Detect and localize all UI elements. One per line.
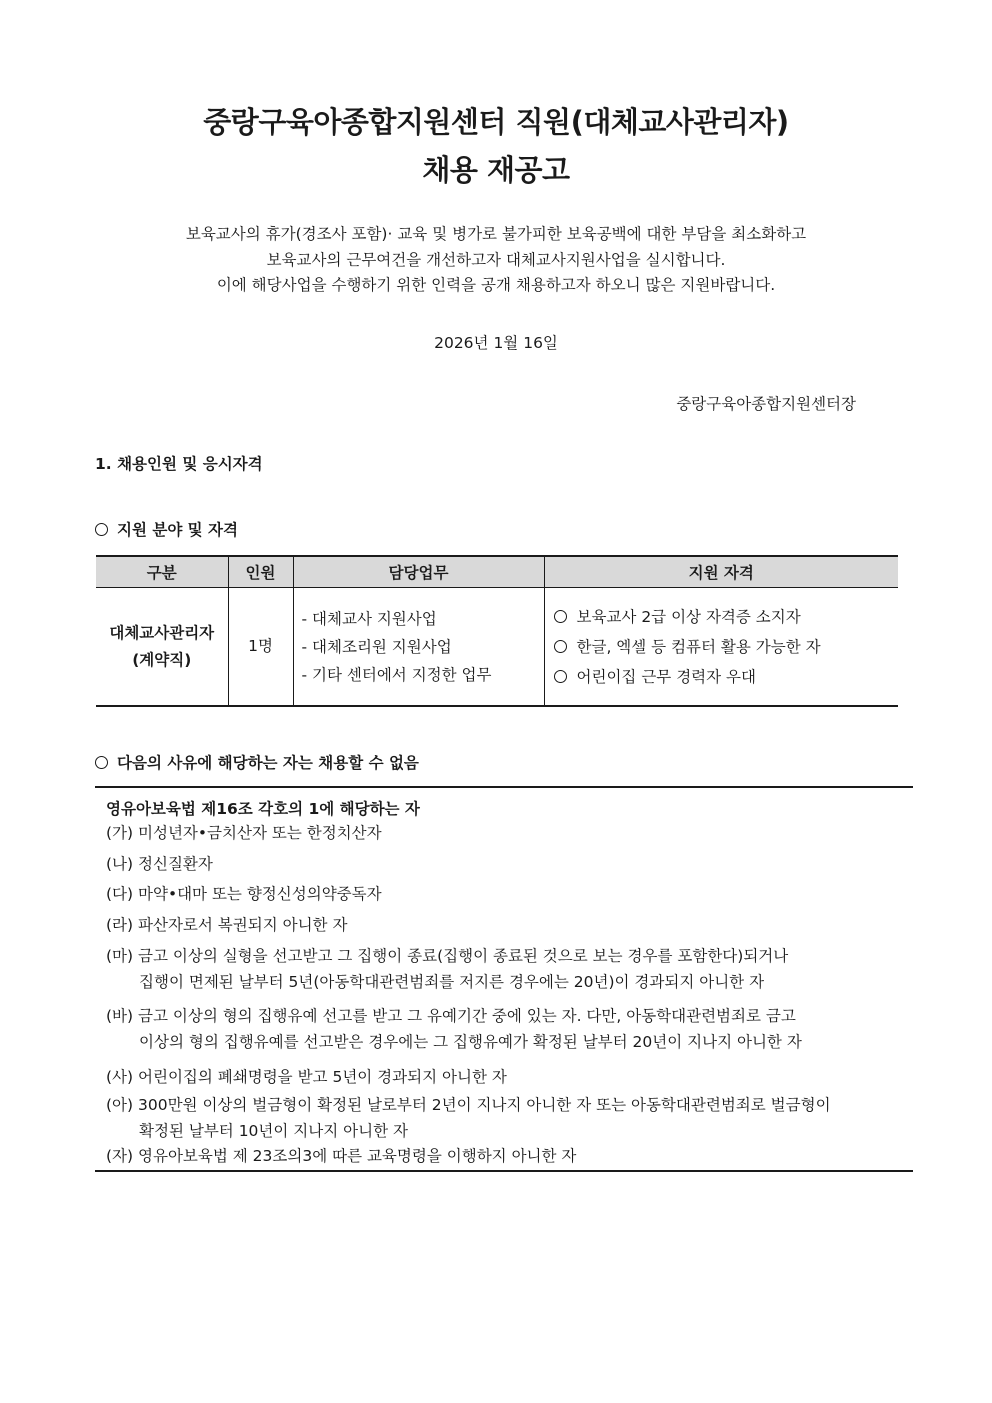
section-heading: 1. 채용인원 및 응시자격 xyxy=(95,455,263,473)
qualification-item xyxy=(554,662,899,692)
item-continuation: 확정된 날부터 10년이 지나지 아니한 자 xyxy=(139,1122,408,1140)
item-continuation: 이상의 형의 집행유예를 선고받은 경우에는 그 집행유예가 확정된 날부터 20년이 지나지 아니한 자 xyxy=(139,1033,802,1051)
item-text: (다) 마약•대마 또는 향정신성의약중독자 xyxy=(106,885,382,903)
intro-line: 보육교사의 휴가(경조사 포함)· 교육 및 병가로 불가피한 보육공백에 대한 부담을 최소화하고 xyxy=(185,225,807,243)
circle-bullet-icon xyxy=(95,523,108,536)
circle-bullet-icon xyxy=(95,756,108,769)
item-text: (자) 영유아보육법 제 23조의3에 따른 교육명령을 이행하지 아니한 자 xyxy=(106,1147,577,1165)
law-title: 영유아보육법 제16조 각호의 1에 해당하는 자 xyxy=(106,800,420,818)
item-text: (바) 금고 이상의 형의 집행유예 선고를 받고 그 유예기간 중에 있는 자. 다만, 아동학대관련범죄로 금고 xyxy=(106,1007,796,1025)
header-qualifications: 지원 자격 xyxy=(544,556,898,588)
disqualification-box xyxy=(95,786,913,1172)
qualifications-list xyxy=(545,602,899,692)
qualifications-cell xyxy=(544,588,898,707)
list-item xyxy=(106,943,788,995)
qualification-text: 어린이집 근무 경력자 우대 xyxy=(576,667,756,686)
duties-list xyxy=(294,605,544,689)
item-text: (나) 정신질환자 xyxy=(106,855,213,873)
subsection-heading xyxy=(95,518,238,540)
qualification-text: 한글, 엑셀 등 컴퓨터 활용 가능한 자 xyxy=(576,637,821,656)
item-text: (아) 300만원 이상의 벌금형이 확정된 날로부터 2년이 지나지 아니한 자 또는 아동학대관련범죄로 벌금형이 xyxy=(106,1096,831,1114)
position-name: 대체교사관리자 xyxy=(109,623,215,642)
header-headcount: 인원 xyxy=(228,556,293,588)
table-header-row xyxy=(96,556,898,588)
issuer: 중랑구육아종합지원센터장 xyxy=(676,395,856,413)
intro-line: 이에 해당사업을 수행하기 위한 인력을 공개 채용하고자 하오니 많은 지원바랍니다. xyxy=(216,276,776,294)
list-item xyxy=(106,1003,802,1055)
list-item xyxy=(106,881,382,907)
list-item xyxy=(106,851,213,877)
duties-cell xyxy=(293,588,544,707)
document-subtitle: 채용 재공고 xyxy=(422,153,570,187)
list-item xyxy=(106,1064,507,1090)
disqualification-heading xyxy=(95,751,419,773)
item-text: (가) 미성년자•금치산자 또는 한정치산자 xyxy=(106,824,382,842)
list-item xyxy=(106,912,347,938)
qualification-item xyxy=(554,602,899,632)
qualification-text: 보육교사 2급 이상 자격증 소지자 xyxy=(576,607,801,626)
disqualification-heading-text: 다음의 사유에 해당하는 자는 채용할 수 없음 xyxy=(117,754,419,772)
circle-bullet-icon xyxy=(554,670,567,683)
table-row xyxy=(96,588,898,707)
duty-item: - 기타 센터에서 지정한 업무 xyxy=(301,665,492,684)
item-text: (마) 금고 이상의 실형을 선고받고 그 집행이 종료(집행이 종료된 것으로 보는 경우를 포함한다)되거나 xyxy=(106,947,789,965)
item-text: (사) 어린이집의 폐쇄명령을 받고 5년이 경과되지 아니한 자 xyxy=(106,1068,507,1086)
intro-line: 보육교사의 근무여건을 개선하고자 대체교사지원사업을 실시합니다. xyxy=(266,250,726,269)
item-continuation: 집행이 면제된 날부터 5년(아동학대관련범죄를 저지른 경우에는 20년)이 경과되지 아니한 자 xyxy=(139,973,765,991)
circle-bullet-icon xyxy=(554,640,567,653)
document-title: 중랑구육아종합지원센터 직원(대체교사관리자) xyxy=(203,105,789,139)
intro-paragraph xyxy=(0,222,992,299)
notice-date: 2026년 1월 16일 xyxy=(434,334,558,352)
recruitment-table xyxy=(96,555,898,707)
list-item xyxy=(106,1092,831,1144)
list-item xyxy=(106,820,382,846)
circle-bullet-icon xyxy=(554,610,567,623)
qualification-item xyxy=(554,632,899,662)
position-type: (계약직) xyxy=(132,650,192,669)
header-category: 구분 xyxy=(96,556,228,588)
list-item xyxy=(106,1143,576,1169)
subsection-heading-text: 지원 분야 및 자격 xyxy=(117,521,239,539)
headcount-cell: 1명 xyxy=(228,588,293,707)
header-duties: 담당업무 xyxy=(293,556,544,588)
item-text: (라) 파산자로서 복권되지 아니한 자 xyxy=(106,916,348,934)
duty-item: - 대체교사 지원사업 xyxy=(301,609,437,628)
position-cell xyxy=(96,588,228,707)
duty-item: - 대체조리원 지원사업 xyxy=(301,637,452,656)
